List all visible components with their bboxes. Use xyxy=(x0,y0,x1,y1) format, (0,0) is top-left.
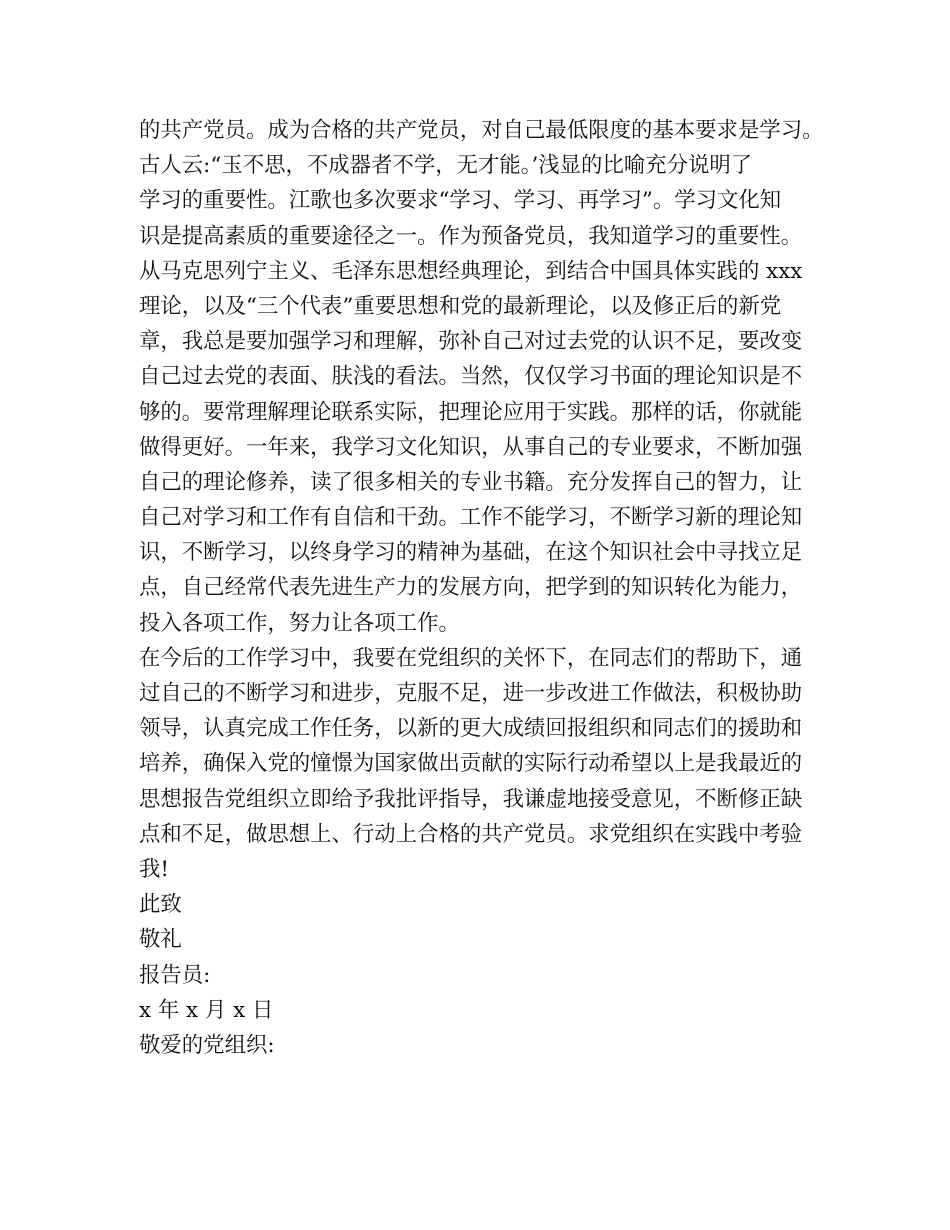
text-line: 自己过去党的表面、肤浅的看法。当然，仅仅学习书面的理论知识是不 xyxy=(139,364,803,390)
text-line: 点，自己经常代表先进生产力的发展方向，把学到的知识转化为能力， xyxy=(139,575,803,601)
text-line: 培养，确保入党的憧憬为国家做出贡献的实际行动希望以上是我最近的 xyxy=(139,751,803,777)
text-line: 理论，以及“三个代表”重要思想和党的最新理论，以及修正后的新党 xyxy=(139,293,782,319)
text-line: 过自己的不断学习和进步，克服不足，进一步改进工作做法，积极协助 xyxy=(139,681,803,706)
date-line: x 年 x 月 x 日 xyxy=(139,997,274,1023)
text-line: 自己对学习和工作有自信和干劲。工作不能学习，不断学习新的理论知 xyxy=(139,505,803,531)
text-line: 思想报告党组织立即给予我批评指导，我谦虚地接受意见，不断修正缺 xyxy=(139,786,803,812)
text-line: 在今后的工作学习中，我要在党组织的关怀下，在同志们的帮助下，通 xyxy=(139,645,803,671)
text-line: 点和不足，做思想上、行动上合格的共产党员。求党组织在实践中考验 xyxy=(139,821,803,847)
closing-line: 此致 xyxy=(139,892,182,918)
text-line: 投入各项工作，努力让各项工作。 xyxy=(139,610,460,636)
text-line: 领导，认真完成工作任务，以新的更大成绩回报组织和同志们的援助和 xyxy=(139,716,803,742)
document-body xyxy=(139,113,829,1063)
text-line: 学习的重要性。江歌也多次要求“学习、学习、再学习”。学习文化知 xyxy=(139,188,782,214)
text-line: 识，不断学习，以终身学习的精神为基础，在这个知识社会中寻找立足 xyxy=(139,540,803,566)
text-line: 的共产党员。成为合格的共产党员，对自己最低限度的基本要求是学习。 xyxy=(139,118,824,143)
text-line: 自己的理论修养，读了很多相关的专业书籍。充分发挥自己的智力，让 xyxy=(139,469,803,495)
text-line: 做得更好。一年来，我学习文化知识，从事自己的专业要求，不断加强 xyxy=(139,434,803,460)
text-line: 从马克思列宁主义、毛泽东思想经典理论，到结合中国具体实践的 xxx xyxy=(139,258,803,284)
text-line: 章，我总是要加强学习和理解，弥补自己对过去党的认识不足，要改变 xyxy=(139,329,803,355)
salutation-line: 敬礼 xyxy=(139,927,182,953)
greeting-line: 敬爱的党组织: xyxy=(139,1032,275,1058)
text-line: 我! xyxy=(139,856,169,882)
text-line: 古人云:“玉不思，不成器者不学，无才能。’浅显的比喻充分说明了 xyxy=(139,153,753,179)
reporter-line: 报告员: xyxy=(139,962,211,988)
text-line: 识是提高素质的重要途径之一。作为预备党员，我知道学习的重要性。 xyxy=(139,223,803,249)
text-line: 够的。要常理解理论联系实际，把理论应用于实践。那样的话，你就能 xyxy=(139,399,803,425)
